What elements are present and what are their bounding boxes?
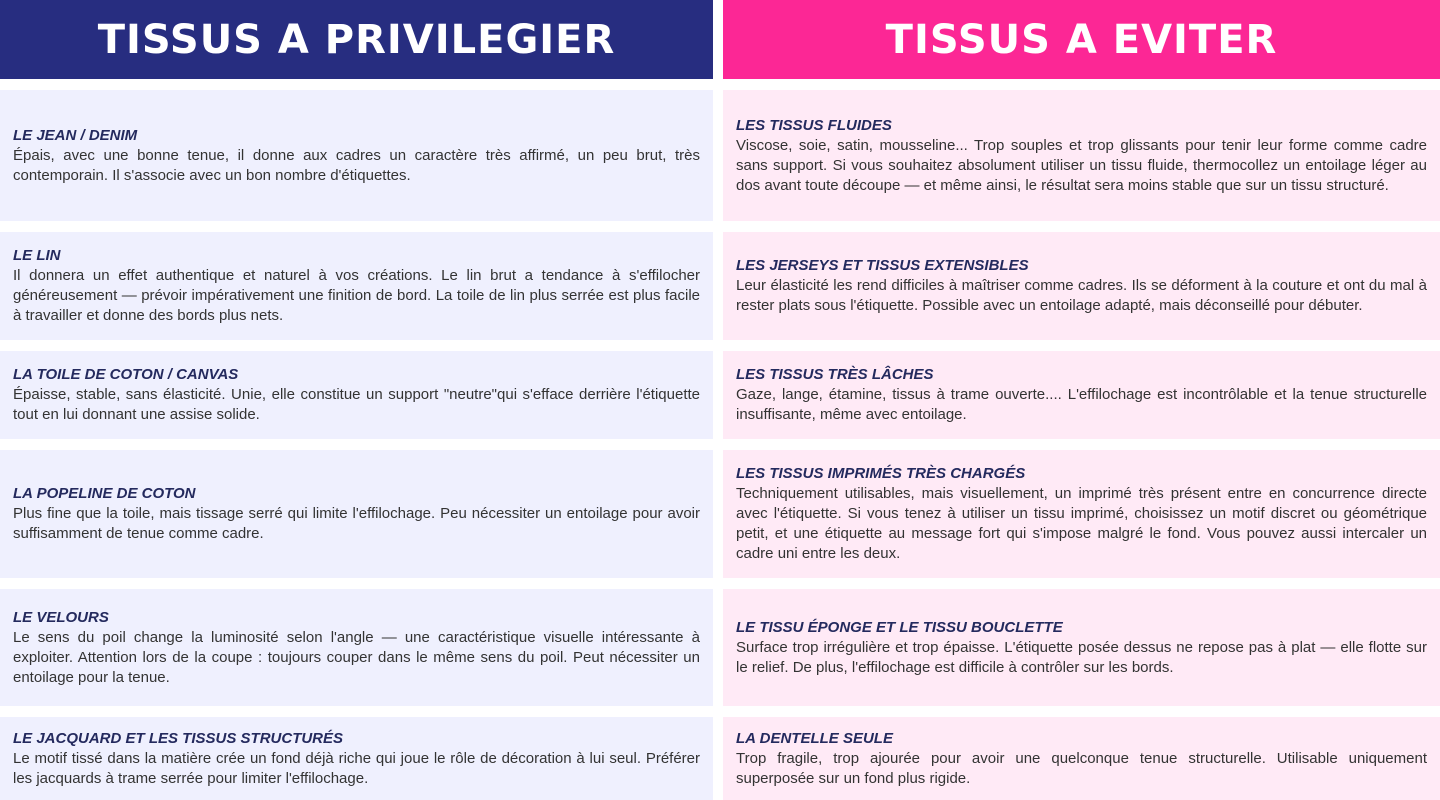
avoided-card-jersey bbox=[723, 232, 1440, 340]
favored-card-poplin bbox=[0, 450, 713, 578]
card-text: Épais, avec une bonne tenue, il donne aux cadres un caractère très affirmé, un peu brut, très contemporain. Il s'associe avec un bon nombre d'étiquettes. bbox=[13, 146, 700, 184]
card-title: LE JEAN / DENIM bbox=[13, 126, 138, 144]
favored-card-canvas bbox=[0, 351, 713, 439]
card-title: LA DENTELLE SEULE bbox=[736, 729, 893, 747]
favored-card-linen bbox=[0, 232, 713, 340]
card-title: LES TISSUS TRÈS LÂCHES bbox=[736, 366, 934, 383]
card-text: Trop fragile, trop ajourée pour avoir une quelconque tenue structurelle. Utilisable uniquement superposée sur un fond plus rigide. bbox=[736, 749, 1427, 787]
card-title: LES TISSUS IMPRIMÉS TRÈS CHARGÉS bbox=[736, 465, 1026, 482]
card-title: LE TISSU ÉPONGE ET LE TISSU BOUCLETTE bbox=[736, 618, 1063, 636]
card-text: Leur élasticité les rend difficiles à maîtriser comme cadres. Ils se déforment à la couture et ont du mal à rester plats sous l'étiquette. Possible avec un entoilage adapté, mais déconseillé pour débuter. bbox=[736, 277, 1427, 314]
avoided-header: TISSUS A EVITER bbox=[723, 0, 1440, 79]
avoided-card-fluid bbox=[723, 90, 1440, 221]
card-text: Gaze, lange, étamine, tissus à trame ouverte.... L'effilochage est incontrôlable et la tenue structurelle insuffisante, même avec entoilage. bbox=[736, 386, 1427, 423]
card-title: LA TOILE DE COTON / CANVAS bbox=[13, 366, 239, 383]
card-title: LE VELOURS bbox=[13, 608, 109, 626]
card-text: Épaisse, stable, sans élasticité. Unie, elle constitue un support "neutre"qui s'efface derrière l'étiquette tout en lui donnant une assise solide. bbox=[13, 386, 700, 423]
favored-card-jacquard bbox=[0, 717, 713, 800]
card-text: Le sens du poil change la luminosité selon l'angle — une caractéristique visuelle intéressante à exploiter. Attention lors de la coupe : toujours couper dans le même sens du poil. Peut nécessiter un entoilage pour la tenue. bbox=[13, 628, 700, 686]
card-text: Il donnera un effet authentique et naturel à vos créations. Le lin brut a tendance à s'effilocher généreusement — prévoir impérativement une finition de bord. La toile de lin plus serrée est plus facile à travailler et donne des bords plus nets. bbox=[13, 267, 700, 324]
favored-header: TISSUS A PRIVILEGIER bbox=[0, 0, 713, 79]
avoided-card-printed bbox=[723, 450, 1440, 578]
avoided-card-lace bbox=[723, 717, 1440, 800]
favored-card-denim bbox=[0, 90, 713, 221]
favored-fabrics-column bbox=[0, 0, 713, 79]
avoided-card-loose bbox=[723, 351, 1440, 439]
card-title: LES TISSUS FLUIDES bbox=[736, 116, 892, 134]
card-title: LES JERSEYS ET TISSUS EXTENSIBLES bbox=[736, 257, 1029, 274]
card-title: LE JACQUARD ET LES TISSUS STRUCTURÉS bbox=[13, 729, 344, 747]
card-text: Plus fine que la toile, mais tissage serré qui limite l'effilochage. Peu nécessiter un entoilage pour avoir suffisamment de tenue comme cadre. bbox=[13, 505, 700, 542]
avoided-fabrics-column bbox=[723, 0, 1440, 79]
card-text: Surface trop irrégulière et trop épaisse. L'étiquette posée dessus ne repose pas à plat — elle flotte sur le relief. De plus, l'effilochage est difficile à contrôler sur les bords. bbox=[736, 638, 1427, 676]
card-text: Le motif tissé dans la matière crée un fond déjà riche qui joue le rôle de décoration à lui seul. Préférer les jacquards à trame serrée pour limiter l'effilochage. bbox=[13, 749, 700, 787]
card-title: LE LIN bbox=[13, 247, 61, 264]
favored-card-velvet bbox=[0, 589, 713, 706]
card-title: LA POPELINE DE COTON bbox=[13, 485, 196, 502]
card-text: Viscose, soie, satin, mousseline... Trop souples et trop glissants pour tenir leur forme comme cadre sans support. Si vous souhaitez absolument utiliser un tissu fluide, thermocollez un entoilage léger au dos avant toute découpe — et même ainsi, le résultat sera moins stable que sur un tissu structuré. bbox=[736, 136, 1427, 194]
card-text: Techniquement utilisables, mais visuellement, un imprimé très présent entre en concurrence directe avec l'étiquette. Si vous tenez à utiliser un tissu imprimé, choisissez un motif discret ou géométrique petit, et une étiquette au message fort qui s'impose malgré le fond. Vous pouvez aussi intercaler un cadre uni entre les deux. bbox=[736, 485, 1427, 562]
avoided-card-terry bbox=[723, 589, 1440, 706]
